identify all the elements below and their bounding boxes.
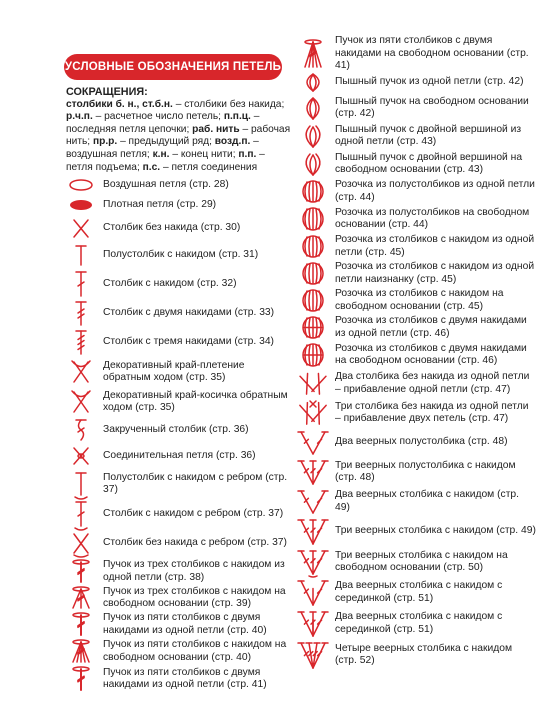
- symbol-description: Пышный пучок из одной петли (стр. 42): [335, 75, 524, 87]
- symbol-row: [296, 639, 536, 671]
- abbr-value: – воздушная петля;: [66, 136, 259, 160]
- symbol-description: Розочка из столбиков с накидом на свободном основании (стр. 45): [335, 288, 504, 312]
- abbr-key: раб. нить: [192, 123, 240, 135]
- symbol-row: [296, 341, 536, 369]
- symbol-description: Розочка из столбиков с накидом из одной петли (стр. 45): [335, 234, 535, 258]
- page-title: УСЛОВНЫЕ ОБОЗНАЧЕНИЯ ПЕТЕЛЬ: [64, 54, 282, 80]
- symbol-description: Столбик без накида с ребром (стр. 37): [103, 537, 287, 549]
- symbol-row: [296, 150, 536, 178]
- abbr-key: п.п.: [238, 148, 257, 160]
- symbol-description: Пучок из пяти столбиков с двумя накидами из одной петли (стр. 41): [103, 666, 267, 690]
- symbol-row: [296, 314, 536, 341]
- twisted-stitch-icon: [64, 419, 98, 441]
- symbol-row: [64, 558, 294, 585]
- symbol-row: [296, 487, 536, 516]
- symbol-row: [64, 195, 294, 215]
- symbol-description: Розочка из столбиков с двумя накидами на свободном основании (стр. 46): [335, 342, 527, 366]
- three-hdc-fan-icon: [296, 459, 330, 485]
- symbol-row: [64, 585, 294, 611]
- abbr-value: – столбики без накида;: [172, 98, 285, 110]
- half-double-crochet-icon: [64, 244, 98, 267]
- abbr-key: п.п.ц.: [223, 111, 251, 123]
- ribbed-dc-icon: [64, 501, 98, 527]
- treble-crochet-icon: [64, 301, 98, 326]
- three-dc-fan-center-icon: [296, 610, 330, 637]
- symbol-list-right: [296, 35, 536, 671]
- symbol-description: Два веерных столбика с накидом с серединкой (стр. 51): [335, 580, 503, 604]
- double-treble-crochet-icon: [64, 330, 98, 355]
- crossed-edge-braid-icon: [64, 389, 98, 415]
- puff-one-loop-icon: [296, 72, 330, 92]
- abbreviations-heading: СОКРАЩЕНИЯ:: [66, 86, 148, 98]
- chain-oval-icon: [64, 177, 98, 193]
- symbol-row: [64, 215, 294, 242]
- symbol-description: Два веерных полустолбика (стр. 48): [335, 436, 508, 448]
- symbol-row: [296, 457, 536, 487]
- popcorn-tr-one-loop-icon: [296, 316, 330, 339]
- symbol-description: Столбик с двумя накидами (стр. 33): [103, 307, 275, 319]
- symbol-description: Розочка из полустолбиков на свободном основании (стр. 44): [335, 206, 530, 230]
- two-sc-increase-icon: [296, 371, 330, 396]
- symbol-description: Три веерных столбика с накидом (стр. 49): [335, 525, 536, 537]
- symbol-row: [296, 122, 536, 150]
- symbol-row: [64, 269, 294, 299]
- symbol-description: Два веерных столбика с накидом с серединкой (стр. 51): [335, 611, 503, 635]
- abbr-key: столбики б. н., ст.б.н.: [66, 98, 173, 110]
- symbol-description: Два веерных столбика с накидом (стр. 49): [335, 489, 520, 513]
- two-dc-fan-center-icon: [296, 579, 330, 606]
- symbol-row: [296, 260, 536, 287]
- symbol-description: Закрученный столбик (стр. 36): [103, 423, 249, 435]
- symbol-description: Пышный пучок с двойной вершиной из одной петли (стр. 43): [335, 123, 522, 147]
- symbol-description: Пучок из пяти столбиков с двумя накидами из одной петли (стр. 40): [103, 612, 267, 636]
- symbol-description: Пучок из трех столбиков с накидом из одной петли (стр. 38): [103, 559, 285, 583]
- symbol-description: Три веерных столбика с накидом на свободном основании (стр. 50): [335, 549, 508, 573]
- symbol-row: [64, 299, 294, 328]
- symbol-description: Три веерных полустолбика с накидом (стр. 48): [335, 459, 516, 483]
- four-dc-fan-icon: [296, 641, 330, 669]
- symbol-description: Плотная петля (стр. 29): [103, 198, 217, 210]
- symbol-row: [64, 357, 294, 387]
- symbol-description: Столбик с накидом с ребром (стр. 37): [103, 507, 284, 519]
- double-crochet-icon: [64, 271, 98, 297]
- abbr-key: возд.п.: [214, 136, 251, 148]
- symbol-row: [296, 205, 536, 233]
- two-dc-fan-icon: [296, 489, 330, 514]
- abbr-value: – петля соединения: [160, 161, 258, 173]
- symbol-row: [64, 242, 294, 269]
- abbreviations-block: [66, 86, 292, 174]
- abbr-value: – расчетное число петель;: [92, 111, 221, 123]
- cluster5-free-base-icon: [64, 640, 98, 663]
- symbol-description: Три столбика без накида из одной петли – прибавление двух петель (стр. 47): [335, 400, 529, 424]
- symbol-description: Пучок из пяти столбиков с двумя накидами на свободном основании (стр. 41): [335, 35, 529, 72]
- cluster3-one-loop-icon: [64, 560, 98, 583]
- symbol-description: Воздушная петля (стр. 28): [103, 178, 229, 190]
- ribbed-sc-icon: [64, 531, 98, 556]
- abbr-value: – предыдущий ряд;: [117, 136, 212, 148]
- abbreviations-text: [66, 99, 292, 175]
- symbol-row: [64, 638, 294, 665]
- symbol-row: [64, 529, 294, 558]
- slip-oval-filled-icon: [64, 197, 98, 213]
- abbr-value: – последняя петля цепочки;: [66, 111, 260, 135]
- symbol-row: [296, 35, 536, 72]
- symbol-row: [64, 417, 294, 443]
- symbol-description: Декоративный край-косичка обратным ходом (стр. 35): [103, 389, 288, 413]
- cluster5-dtr-one-loop-icon: [64, 667, 98, 691]
- symbol-description: Два столбика без накида из одной петли – прибавление одной петли (стр. 47): [335, 371, 530, 395]
- symbol-row: [296, 70, 536, 94]
- cluster5-dtr-free-base-icon: [296, 40, 330, 68]
- abbr-value: – рабочая нить;: [66, 123, 291, 148]
- symbol-description: Розочка из полустолбиков из одной петли (стр. 44): [335, 179, 535, 203]
- three-dc-fan-icon: [296, 518, 330, 545]
- symbol-description: Столбик с накидом (стр. 32): [103, 277, 237, 289]
- single-crochet-cross-icon: [64, 217, 98, 240]
- symbol-row: [64, 469, 294, 499]
- symbol-row: [64, 443, 294, 469]
- symbol-row: [296, 94, 536, 122]
- three-dc-fan-free-icon: [296, 549, 330, 575]
- symbol-description: Полустолбик с накидом (стр. 31): [103, 249, 259, 261]
- symbol-description: Пучок из трех столбиков с накидом на свободном основании (стр. 39): [103, 585, 286, 609]
- popcorn-hdc-one-loop-icon: [296, 180, 330, 203]
- symbol-row: [64, 499, 294, 529]
- symbol-description: Полустолбик с накидом с ребром (стр. 37): [103, 471, 288, 495]
- symbol-row: [296, 369, 536, 398]
- abbr-key: р.ч.п.: [66, 111, 93, 123]
- puff-double-top-icon: [296, 124, 330, 148]
- symbol-description: Розочка из столбиков с двумя накидами из одной петли (стр. 46): [335, 315, 527, 339]
- symbol-row: [296, 398, 536, 428]
- symbol-row: [296, 233, 536, 260]
- abbr-key: п.с.: [142, 161, 161, 173]
- crossed-edge-icon: [64, 359, 98, 385]
- abbr-value: – петля подъема;: [66, 148, 265, 173]
- abbr-key: к.н.: [152, 148, 170, 160]
- symbol-row: [296, 608, 536, 639]
- symbol-row: [296, 287, 536, 314]
- cluster3-free-base-icon: [64, 587, 98, 609]
- symbol-description: Розочка из столбиков с накидом из одной петли наизнанку (стр. 45): [335, 261, 535, 285]
- symbol-description: Декоративный край-плетение обратным ходом (стр. 35): [103, 359, 245, 383]
- abbr-value: – конец нити;: [169, 148, 236, 160]
- symbol-row: [64, 328, 294, 357]
- symbol-row: [64, 387, 294, 417]
- two-hdc-fan-icon: [296, 430, 330, 455]
- symbol-description: Столбик с тремя накидами (стр. 34): [103, 336, 274, 348]
- cluster5-one-loop-icon: [64, 613, 98, 636]
- symbol-list-left: [64, 175, 294, 693]
- symbol-row: [296, 428, 536, 457]
- ribbed-hdc-icon: [64, 471, 98, 497]
- symbol-description: Пучок из пяти столбиков с накидом на свободном основании (стр. 40): [103, 639, 287, 663]
- popcorn-dc-back-icon: [296, 262, 330, 285]
- three-sc-increase-icon: [296, 400, 330, 426]
- popcorn-tr-free-icon: [296, 343, 330, 367]
- symbol-row: [64, 175, 294, 195]
- symbol-row: [296, 547, 536, 577]
- popcorn-hdc-free-icon: [296, 207, 330, 231]
- symbol-row: [296, 577, 536, 608]
- symbol-description: Соединительная петля (стр. 36): [103, 449, 256, 461]
- connecting-stitch-icon: [64, 445, 98, 467]
- symbol-row: [64, 611, 294, 638]
- symbol-description: Пышный пучок на свободном основании (стр. 42): [335, 95, 529, 119]
- symbol-row: [296, 516, 536, 547]
- symbol-description: Четыре веерных столбика с накидом (стр. 52): [335, 642, 513, 666]
- popcorn-dc-one-loop-icon: [296, 235, 330, 258]
- abbr-key: пр.р.: [92, 136, 118, 148]
- popcorn-dc-free-icon: [296, 289, 330, 312]
- symbol-description: Пышный пучок с двойной вершиной на свободном основании (стр. 43): [335, 151, 523, 175]
- symbol-row: [296, 178, 536, 205]
- puff-double-top-free-icon: [296, 152, 330, 176]
- symbol-row: [64, 665, 294, 693]
- puff-free-base-icon: [296, 96, 330, 120]
- symbol-description: Столбик без накида (стр. 30): [103, 222, 241, 234]
